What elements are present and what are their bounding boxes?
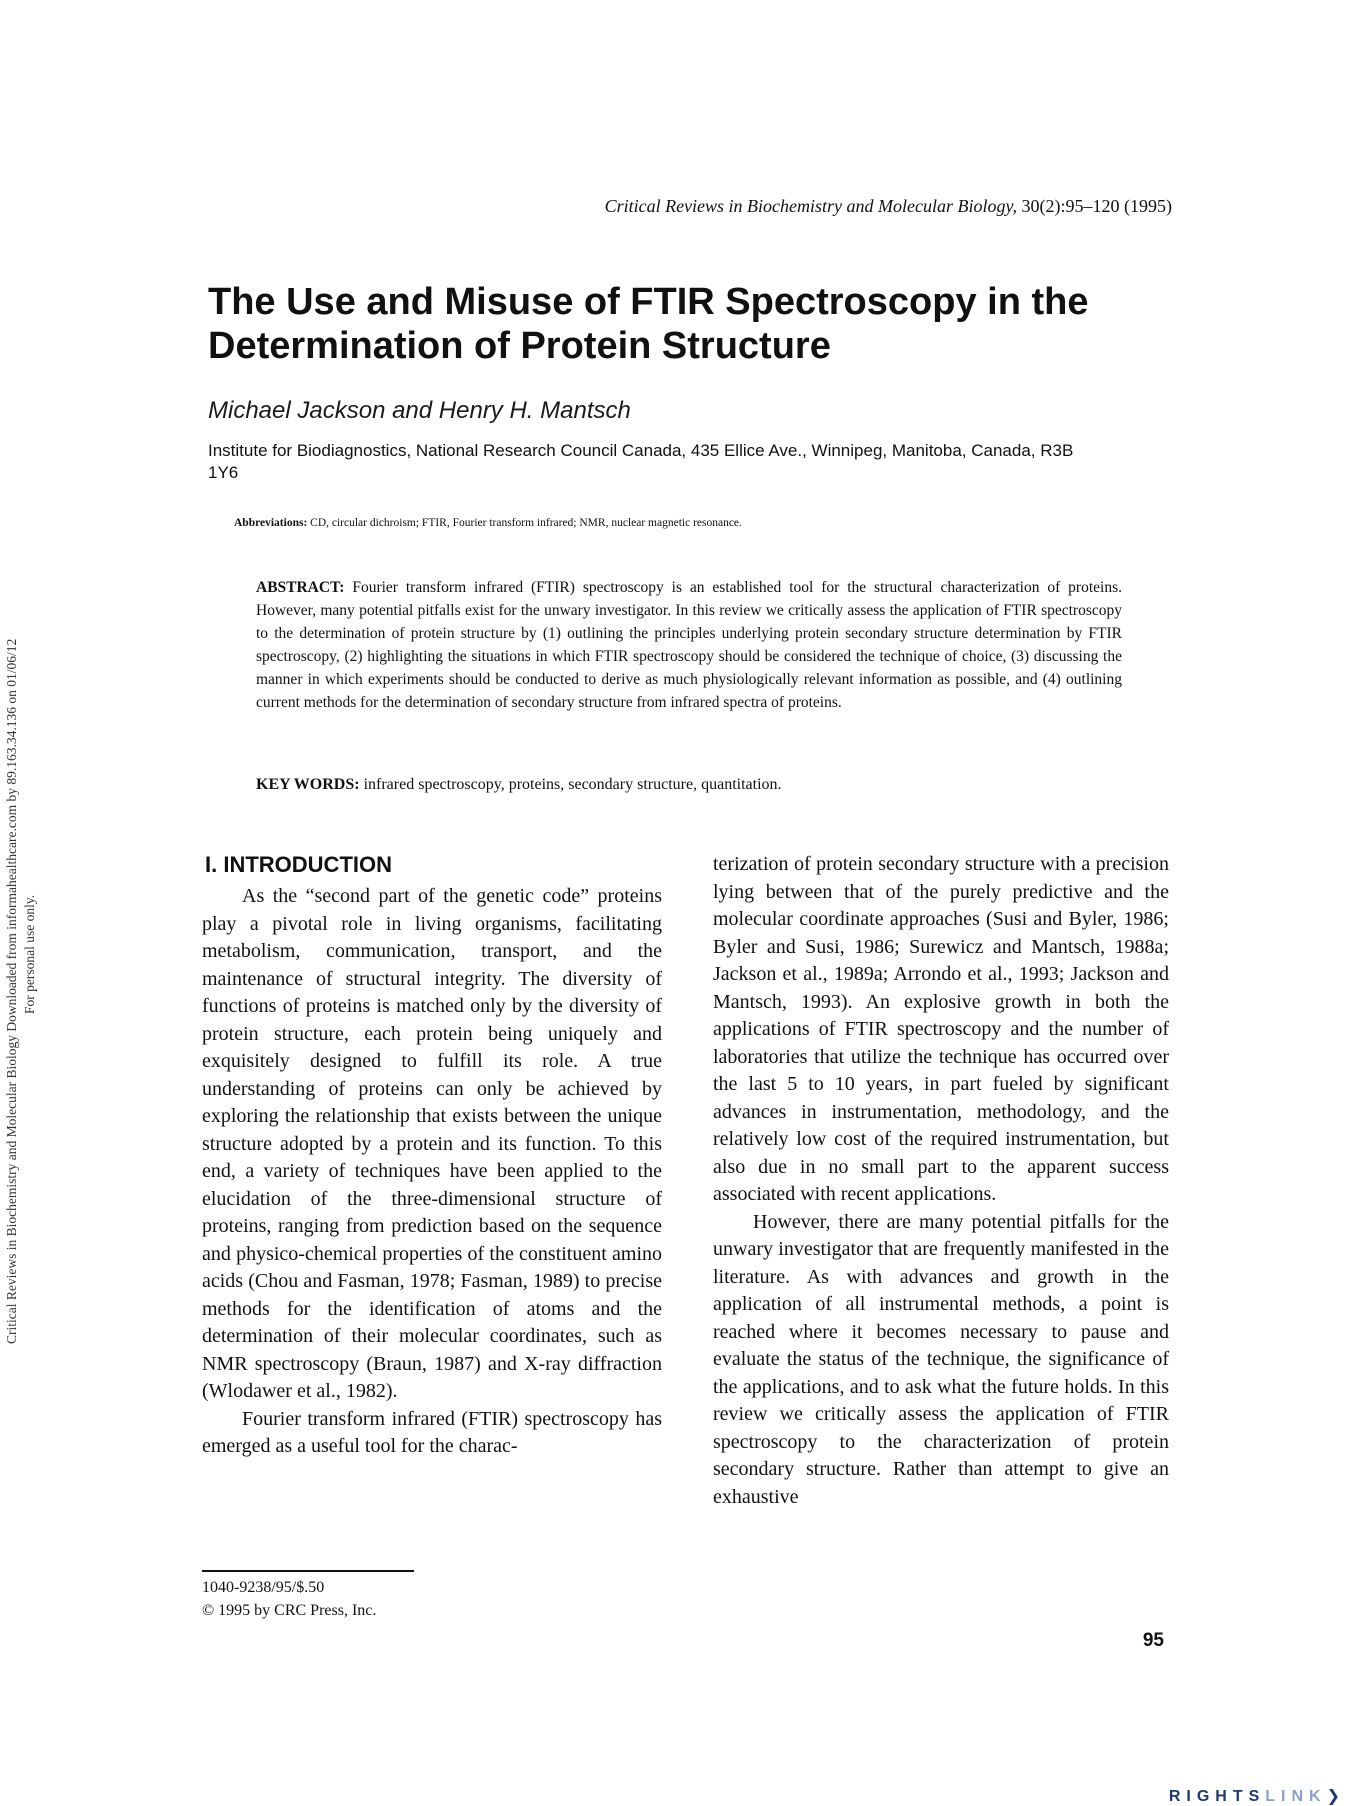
intro-paragraph-2-cont: terization of protein secondary structure with a precision lying between that of the purely predictive and the molecular coordinate approaches (Susi and Byler, 1986; Byler and Susi, 1986; Surewicz and Mantsch, 1988a; Jackson et al., 1989a; Arrondo et al., 1993; Jackson and Mantsch, 1993). An explosive growth in both the applications of FTIR spectroscopy and the number of laboratories that utilize the technique has occurred over the last 5 to 10 years, in part fueled by significant advances in instrumentation, methodology, and the relatively low cost of the required instrumentation, but also due in no small part to the apparent success associated with recent applications. — [713, 853, 1169, 1205]
abstract-text: Fourier transform infrared (FTIR) spectroscopy is an established tool for the structural characterization of proteins. However, many potential pitfalls exist for the unwary investigator. In this review we critically assess the application of FTIR spectroscopy to the determination of protein structure by (1) outlining the principles underlying protein secondary structure determination by FTIR spectroscopy, (2) highlighting the situations in which FTIR spectroscopy should be considered the technique of choice, (3) discussing the manner in which experiments should be conducted to derive as much physiologically relevant information as possible, and (4) outlining current methods for the determination of secondary structure from infrared spectra of proteins. — [256, 579, 1122, 711]
page-number: 95 — [1142, 1630, 1164, 1651]
issn-code: 1040-9238/95/$.50 — [202, 1579, 325, 1596]
intro-paragraph-1: As the “second part of the genetic code” proteins play a pivotal role in living organisms, facilitating metabolism, communication, transport, and the maintenance of structural integrity. The diversity of functions of proteins is matched only by the diversity of protein structure, each protein being uniquely and exquisitely designed to fulfill its role. A true understanding of proteins can only be achieved by exploring the relationship that exists between the unique structure adopted by a protein and its function. To this end, a variety of techniques have been applied to the elucidation of the three-dimensional structure of proteins, ranging from prediction based on the sequence and physico-chemical properties of the constituent amino acids (Chou and Fasman, 1978; Fasman, 1989) to precise methods for the identification of atoms and the determination of their molecular coordinates, such as NMR spectroscopy (Braun, 1987) and X-ray diffraction (Wlodawer et al., 1982). — [202, 885, 662, 1402]
download-notice: Critical Reviews in Biochemistry and Molecular Biology Downloaded from informahealthcare.com by 89.163.34.136 on 01/06/12 — [4, 638, 19, 1344]
journal-volume-pages: 30(2):95–120 (1995) — [1017, 196, 1172, 216]
copyright-notice: © 1995 by CRC Press, Inc. — [202, 1602, 377, 1619]
abbreviations-label: Abbreviations: — [234, 517, 308, 529]
article-authors: Michael Jackson and Henry H. Mantsch — [208, 397, 631, 424]
section-heading: I. INTRODUCTION — [205, 852, 392, 877]
journal-name: Critical Reviews in Biochemistry and Molecular Biology, — [604, 196, 1018, 216]
left-column — [202, 883, 662, 1461]
download-watermark — [0, 0, 36, 1801]
rightslink-logo-light: LINK — [1265, 1788, 1327, 1805]
footnote-rule — [202, 1570, 414, 1572]
personal-use-notice: For personal use only. — [22, 894, 37, 1014]
footnote — [202, 1576, 376, 1622]
rightslink-logo-dark: RIGHTS — [1168, 1788, 1266, 1805]
keywords — [256, 776, 782, 794]
abstract-label: ABSTRACT: — [256, 579, 345, 596]
abbreviations-text: CD, circular dichroism; FTIR, Fourier transform infrared; NMR, nuclear magnetic resonance. — [307, 517, 742, 529]
right-column — [713, 851, 1169, 1511]
abbreviations — [234, 517, 742, 529]
author-affiliation: Institute for Biodiagnostics, National Research Council Canada, 435 Ellice Ave., Winnipeg, Manitoba, Canada, R3B 1Y6 — [208, 441, 1074, 482]
abstract — [256, 576, 1122, 714]
keywords-label: KEY WORDS: — [256, 776, 360, 793]
journal-citation — [605, 196, 1172, 217]
article-title: The Use and Misuse of FTIR Spectroscopy in the Determination of Protein Structure — [208, 281, 1089, 367]
rightslink-logo — [1169, 1786, 1340, 1806]
keywords-text: infrared spectroscopy, proteins, secondary structure, quantitation. — [359, 776, 782, 793]
intro-paragraph-2: Fourier transform infrared (FTIR) spectroscopy has emerged as a useful tool for the charac- — [202, 1407, 662, 1457]
rightslink-arrow-icon: ❯ — [1326, 1788, 1340, 1805]
intro-paragraph-3: However, there are many potential pitfalls for the unwary investigator that are frequently manifested in the literature. As with advances and growth in the application of all instrumental methods, a point is reached where it becomes necessary to pause and evaluate the status of the technique, the significance of the applications, and to ask what the future holds. In this review we critically assess the application of FTIR spectroscopy to the characterization of protein secondary structure. Rather than attempt to give an exhaustive — [713, 1210, 1169, 1508]
